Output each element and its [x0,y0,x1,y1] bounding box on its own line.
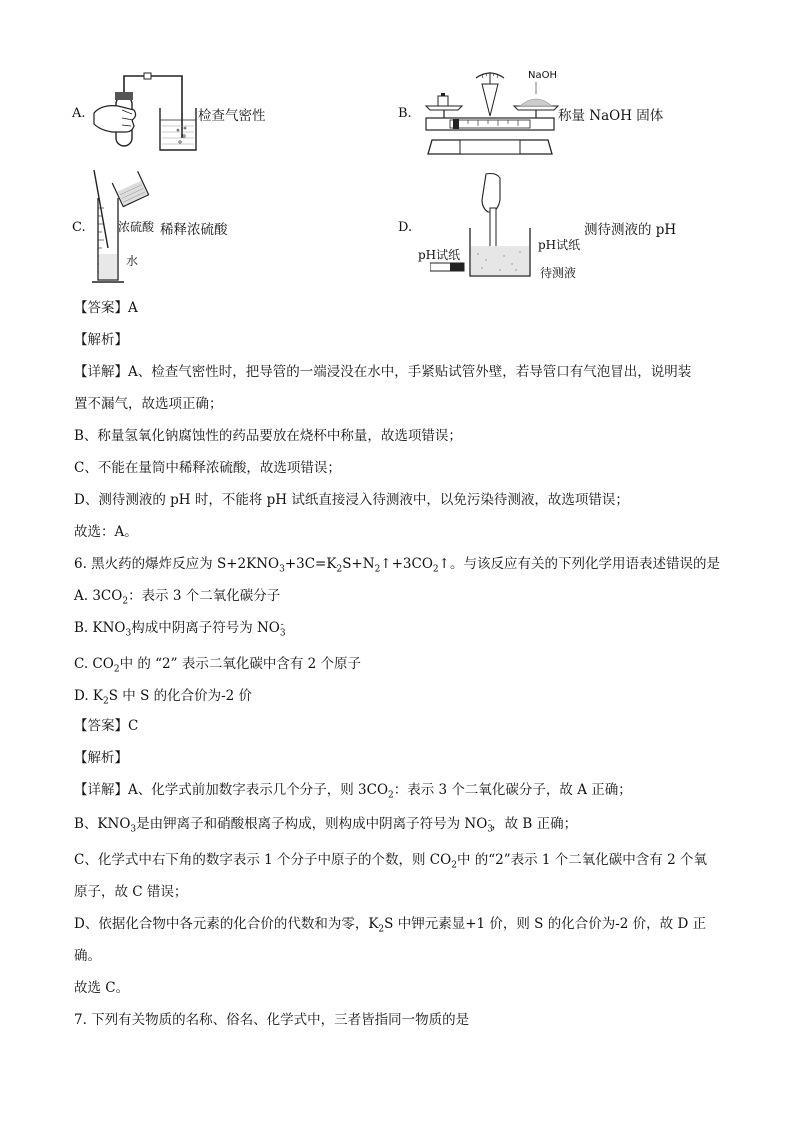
q6-analysis-heading: 【解析】 [74,750,128,766]
q6-option-c[interactable]: C. $CO_2$中 的 “2” 表示二氧化碳中含有 2 个原子 [74,656,361,675]
q6-detail-d-line2: 确。 [74,948,101,964]
q6-detail-b: B、$KNO_3$是由钾离子和硝酸根离子构成，则构成中阴离子符号为 $NO_3^-$，故 B 正确； [74,815,578,835]
q5-detail-line2: 置不漏气，故选项正确； [74,396,223,412]
option-letter-b: B. [398,106,412,121]
q5-detail-line1: 【详解】A、检查气密性时，把导管的一端浸没在水中，手紧贴试管外壁，若导管口有气泡冒出，说明装 [74,364,692,380]
q6-choice: 故选 C。 [74,980,130,996]
figure-a-caption: 检查气密性 [198,108,266,124]
acid-label: 浓硫酸 [118,220,155,234]
q6-stem: 6. 黑火药的爆炸反应为 $S+2KNO_3+3C=K_2S+N_2↑+3CO_2↑$。与该反应有关的下列化学用语表述错误的是 [74,556,720,575]
q5-analysis-heading: 【解析】 [74,332,128,348]
figure-d-caption: 测待测液的 pH [584,222,677,238]
q6-answer: 【答案】C [74,718,139,734]
balance-scale-figure [420,64,560,158]
ph-paper-label-right: pH试纸 [538,238,581,252]
airtightness-apparatus-figure [92,68,202,158]
figure-b-caption: 称量 NaOH 固体 [558,108,664,124]
ph-paper-label-left: pH试纸 [418,248,461,262]
q6-detail-c-line2: 原子，故 C 错误； [74,884,188,900]
q7-stem: 7. 下列有关物质的名称、俗名、化学式中，三者皆指同一物质的是 [74,1012,470,1028]
q6-detail-a: 【详解】A、化学式前加数字表示几个分子，则 $3CO_2$：表示 3 个二氧化碳分子，故 A 正确； [74,782,632,801]
test-liquid-label: 待测液 [540,266,577,280]
water-label: 水 [126,254,139,268]
q5-detail-b: B、称量氢氧化钠腐蚀性的药品要放在烧杯中称量，故选项错误； [74,428,462,444]
q5-answer: 【答案】A [74,300,138,316]
q5-detail-c: C、不能在量筒中稀释浓硫酸，故选项错误； [74,460,341,476]
option-letter-c: C. [72,220,86,235]
ph-test-figure [430,170,540,282]
q5-choice: 故选：A。 [74,524,138,540]
q6-detail-c-line1: C、化学式中右下角的数字表示 1 个分子中原子的个数，则 $CO_2$中 的“2”表示 1 个二氧化碳中含有 2 个氧 [74,852,707,871]
q6-option-b[interactable]: B. $KNO_3$构成中阴离子符号为 $NO_3^-$ [74,619,286,639]
figure-c-caption: 稀释浓硫酸 [160,222,228,238]
q6-detail-d-line1: D、依据化合物中各元素的化合价的代数和为零，$K_2S$ 中钾元素显+1 价，则 S 的化合价为-2 价，故 D 正 [74,916,707,935]
q6-option-a[interactable]: A. $3CO_2$：表示 3 个二氧化碳分子 [74,588,281,607]
option-letter-a: A. [72,106,86,121]
option-letter-d: D. [398,220,413,235]
q5-detail-d: D、测待测液的 pH 时，不能将 pH 试纸直接浸入待测液中，以免污染待测液，故选项错误； [74,492,629,508]
q6-option-d[interactable]: D. $K_2S$ 中 S 的化合价为-2 价 [74,688,253,707]
naoh-reagent-label: NaOH [528,70,557,81]
